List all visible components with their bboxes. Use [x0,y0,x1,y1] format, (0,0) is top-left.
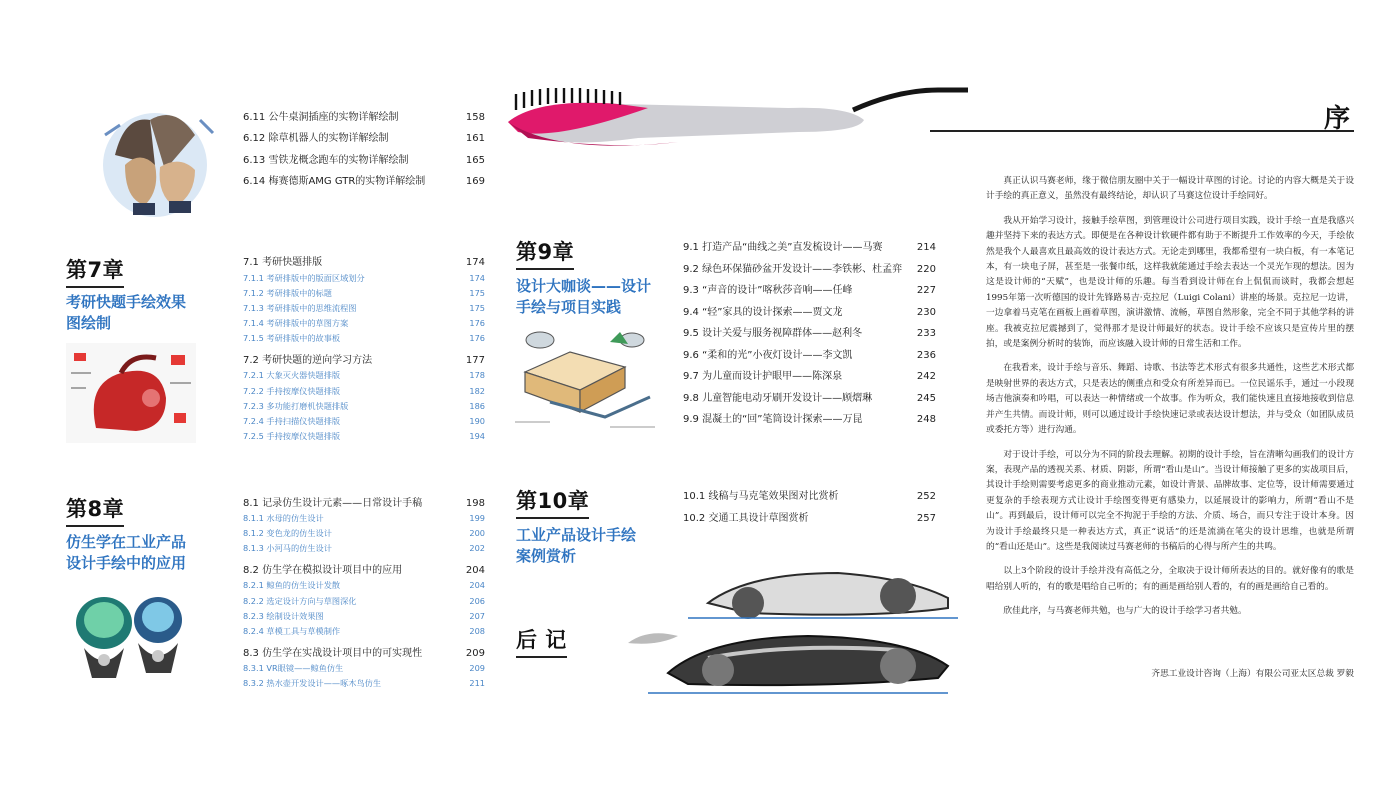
toc-subentry[interactable] [243,611,485,622]
toc-section[interactable] [243,351,485,366]
toc-entry[interactable] [683,260,936,275]
toc-section-label: 7.2 考研快题的逆向学习方法 [243,355,373,366]
toc-subentry-label: 8.2.2 选定设计方向与草图深化 [243,596,357,606]
toc-subentry-page: 200 [469,528,485,538]
jellyfish-sketch [66,588,191,688]
toc-subentry-page: 182 [469,386,485,396]
preface-paragraph: 以上3个阶段的设计手绘并没有高低之分，全取决于设计师所表达的目的。就好像有的歌是唱给别人听的，有的歌是唱给自己听的；有的画是画给别人看的，有的画是画给自己看的。 [986,566,1354,592]
toc-subentry-label: 8.3.1 VR眼镜——鲸鱼仿生 [243,663,344,673]
toc-subentry[interactable] [243,333,485,344]
preface-paragraph: 真正认识马赛老师，缘于微信朋友圈中关于一幅设计草图的讨论。讨论的内容大概是关于设计手绘的真正意义，虽然没有最终结论，却认识了马赛这位设计手绘同好。 [986,176,1354,202]
preface-paragraph: 欣佳此序，与马赛老师共勉，也与广大的设计手绘学习者共勉。 [1003,606,1247,617]
toc-subentry[interactable] [243,370,485,381]
toc-subentry-label: 8.2.3 绘制设计效果图 [243,611,324,621]
toc-entry-page: 242 [916,371,936,382]
chapter-8-title [66,532,186,574]
toc-section-label: 8.3 仿生学在实战设计项目中的可实现性 [243,648,423,659]
toc-entry-page: 257 [916,513,936,524]
toc-subentry-label: 8.2.1 鲸鱼的仿生设计发散 [243,580,341,590]
toc-entry-label: 6.11 公牛桌洞插座的实物详解绘制 [243,112,399,123]
toc-subentry[interactable] [243,416,485,427]
chapter-9-title-line2: 手绘与项目实践 [516,298,622,316]
toc-section-page: 174 [465,257,485,268]
chapter-10-heading: 第10章 [516,485,589,519]
toc-subentry[interactable] [243,528,485,539]
fire-extinguisher-sketch [66,343,196,443]
toc-subentry-label: 8.1.3 小河马的仿生设计 [243,543,332,553]
preface-rule [930,130,1354,132]
toc-section[interactable] [243,494,485,509]
chapter-7-title [66,292,186,334]
toc-subentry[interactable] [243,543,485,554]
toc-entry[interactable] [243,129,485,144]
toc-entry-label: 9.5 设计关爱与服务视障群体——赵利冬 [683,328,863,339]
toc-entry-label: 6.14 梅赛德斯AMG GTR的实物详解绘制 [243,176,426,187]
preface-paragraph: 我从开始学习设计，接触手绘草图，到管理设计公司进行项目实践，设计手绘一直是我感兴趣并坚持下来的表达方式。即便是在各种设计软硬件都有助于不断提升工作效率的今天，手绘依然是我个人最喜欢且最高效的设计表达方式。无论走到哪里，我都希望有一块白板，有一本笔记本，有一块电子屏，甚至是一张餐巾纸，这样我就能通过手绘去表达一个灵光乍现的想法。因为这是设计师的“天赋”，也是设计师的乐趣。每当看到设计师在台上侃侃而谈时，我都会想起1995年第一次听德国的设计先锋路易吉·克拉尼（Luigi Colani）讲座的场景。克拉尼一边讲，一边拿着马克笔在画板上画着草图，演讲激情、流畅，草图自然形象，完全不同于其他学科的讲座。我被克拉尼震撼到了，觉得那才是设计师最好的状态。设计手绘不应该只是宣传片里的摆拍，或是案例分析时的装饰，而应该融入设计师的日常生活和工作。 [986,215,1354,350]
toc-subentry-page: 178 [469,370,485,380]
toc-entry-page: 233 [916,328,936,339]
toc-subentry-label: 7.2.1 大象灭火器快题排版 [243,370,341,380]
toc-subentry-label: 8.1.1 水母的仿生设计 [243,513,324,523]
toc-entry-page: 236 [916,350,936,361]
preface-signature: 齐思工业设计咨询（上海）有限公司亚太区总裁 罗毅 [1151,669,1354,679]
chapter-8-heading: 第8章 [66,493,124,527]
chapter-7-title-line2: 图绘制 [66,314,112,332]
toc-entry[interactable] [683,367,936,382]
toc-subentry-page: 208 [469,626,485,636]
toc-section[interactable] [243,561,485,576]
toc-entry[interactable] [683,389,936,404]
toc-entry-label: 10.2 交通工具设计草图赏析 [683,513,809,524]
toc-subentry[interactable] [243,273,485,284]
toc-section-page: 177 [465,355,485,366]
chapter-8-title-line1: 仿生学在工业产品 [66,533,187,551]
toc-subentry-page: 176 [469,318,485,328]
afterword-heading[interactable]: 后 记 [516,624,567,658]
car-sketch [628,548,958,708]
toc-entry-label: 9.1 打造产品“曲线之美”直发梳设计——马赛 [683,242,883,253]
toc-entry[interactable] [243,172,485,187]
toc-entry[interactable] [683,324,936,339]
toc-entry[interactable] [243,151,485,166]
toc-section-label: 8.1 记录仿生设计元素——日常设计手稿 [243,498,423,509]
toc-subentry-page: 206 [469,596,485,606]
toc-subentry[interactable] [243,401,485,412]
toc-entry[interactable] [683,509,936,524]
toc-entry[interactable] [683,346,936,361]
chapter-7-heading: 第7章 [66,254,124,288]
toc-subentry-page: 175 [469,303,485,313]
toc-entry-page: 220 [916,264,936,275]
toc-subentry[interactable] [243,626,485,637]
toc-subentry-page: 176 [469,333,485,343]
toc-subentry-page: 190 [469,416,485,426]
toc-section-page: 209 [465,648,485,659]
toc-subentry-page: 207 [469,611,485,621]
toc-section-label: 7.1 考研快题排版 [243,257,323,268]
cat-litter-sketch [510,322,660,432]
toc-subentry[interactable] [243,288,485,299]
chapter-9-title-line1: 设计大咖谈——设计 [516,277,652,295]
toc-entry-page: 248 [916,414,936,425]
toc-subentry-label: 8.1.2 变色龙的仿生设计 [243,528,332,538]
toc-entry-page: 214 [916,242,936,253]
chapter-10-title [516,525,636,567]
toc-entry-page: 158 [465,112,485,123]
toc-subentry-label: 7.1.3 考研排版中的思维流程图 [243,303,357,313]
toc-section-page: 204 [465,565,485,576]
toc-entry-label: 9.4 “轻”家具的设计探索——贾文龙 [683,307,843,318]
toc-section[interactable] [243,644,485,659]
toc-subentry-page: 175 [469,288,485,298]
toc-subentry-page: 209 [469,663,485,673]
toc-entry-page: 161 [465,133,485,144]
toc-entry-label: 6.13 雪铁龙概念跑车的实物详解绘制 [243,155,409,166]
toc-subentry-page: 204 [469,580,485,590]
toc-subentry[interactable] [243,596,485,607]
toc-subentry-label: 7.1.4 考研排版中的草图方案 [243,318,349,328]
preface-paragraph: 在我看来，设计手绘与音乐、舞蹈、诗歌、书法等艺术形式有很多共通性，这些艺术形式都是映射世界的表达方式，只是表达的侧重点和受众有所差异而已。一位民谣乐手，通过一小段现场吉他演奏和吟唱，可以表达一种情绪或一个故事。作为听众，我们能快速且直接地接收到信息并产生共情。而设计师，则可以通过设计手绘快速记录或表达设计想法，并与受众（如团队成员或委托方等）进行沟通。 [986,363,1354,436]
toc-entry-label: 9.8 儿童智能电动牙刷开发设计——顾熠琳 [683,393,873,404]
preface-body [986,174,1354,629]
chapter-9-title [516,276,651,318]
toc-subentry[interactable] [243,386,485,397]
toc-entry[interactable] [243,108,485,123]
chapter-8-title-line2: 设计手绘中的应用 [66,554,187,572]
toc-subentry-label: 8.2.4 草模工具与草模制作 [243,626,341,636]
preface-title: 序 [1324,104,1351,134]
toc-entry-label: 9.2 绿色环保猫砂盆开发设计——李铁彬、杜孟弈 [683,264,903,275]
toc-section-page: 198 [465,498,485,509]
toc-entry[interactable] [683,487,936,502]
toc-entry-page: 245 [916,393,936,404]
chapter-7-title-line1: 考研快题手绘效果 [66,293,187,311]
toc-subentry-label: 7.2.3 多功能打磨机快题排版 [243,401,349,411]
toc-subentry[interactable] [243,678,485,689]
toc-entry-page: 252 [916,491,936,502]
toc-entry-page: 227 [916,285,936,296]
toc-subentry-page: 211 [469,678,485,688]
toc-subentry[interactable] [243,431,485,442]
toc-entry-label: 6.12 除草机器人的实物详解绘制 [243,133,389,144]
toc-entry-page: 230 [916,307,936,318]
toc-subentry-page: 186 [469,401,485,411]
toc-entry-label: 9.6 “柔和的光”小夜灯设计——李文凯 [683,350,853,361]
toc-subentry-label: 7.1.1 考研排版中的版面区域划分 [243,273,365,283]
toc-subentry-page: 199 [469,513,485,523]
hair-brush-photo [498,80,968,160]
toc-entry[interactable] [683,281,936,296]
toc-subentry-label: 7.1.5 考研排版中的故事板 [243,333,341,343]
toc-subentry-page: 202 [469,543,485,553]
toc-subentry[interactable] [243,580,485,591]
toc-subentry[interactable] [243,318,485,329]
toc-subentry-label: 7.2.4 手持扫描仪快题排版 [243,416,341,426]
toc-section-label: 8.2 仿生学在模拟设计项目中的应用 [243,565,403,576]
toc-subentry[interactable] [243,303,485,314]
toc-subentry-label: 7.2.2 手持按摩仪快题排版 [243,386,341,396]
toc-subentry-label: 7.1.2 考研排版中的标题 [243,288,332,298]
toc-subentry-page: 174 [469,273,485,283]
toc-subentry-label: 8.3.2 热水壶开发设计——啄木鸟仿生 [243,678,382,688]
hand-sketch-illustration [95,95,225,225]
preface-paragraph: 对于设计手绘，可以分为不同的阶段去理解。初期的设计手绘，旨在清晰勾画我们的设计方案，表现产品的透视关系、材质、阴影，所谓“看山是山”。当设计师接触了更多的实战项目后，其设计手绘则需要考虑更多的商业推动元素，如设计背景、品牌故事、定位等，设计师需要通过更复杂的手绘表现方式让设计手绘图变得更有感染力，以延展设计的影响力，所谓“看山不是山”。再到最后，设计师可以完全不拘泥于手绘的方法、介质、场合，而只专注于设计本身。因为设计手绘最终只是一种表达方式，真正“说话”的还是流淌在笔尖的设计思维，也就是所谓的“看山还是山”。这些是我阅读过马赛老师的书稿后的心得与所产生的共鸣。 [986,449,1354,552]
toc-entry-label: 9.7 为儿童而设计护眼甲——陈深泉 [683,371,843,382]
toc-entry-page: 169 [465,176,485,187]
toc-entry-label: 10.1 线稿与马克笔效果图对比赏析 [683,491,839,502]
toc-subentry-label: 7.2.5 手持按摩仪快题排版 [243,431,341,441]
toc-subentry[interactable] [243,663,485,674]
toc-entry-page: 165 [465,155,485,166]
toc-entry[interactable] [683,238,936,253]
toc-entry[interactable] [683,410,936,425]
toc-entry-label: 9.3 “声音的设计”喀秋莎音响——任峰 [683,285,853,296]
chapter-9-heading: 第9章 [516,236,574,270]
toc-subentry[interactable] [243,513,485,524]
chapter-10-title-line1: 工业产品设计手绘 [516,526,637,544]
toc-entry[interactable] [683,303,936,318]
toc-section[interactable] [243,253,485,268]
chapter-10-title-line2: 案例赏析 [516,547,577,565]
toc-subentry-page: 194 [469,431,485,441]
toc-entry-label: 9.9 混凝土的“回”笔筒设计探索——万昆 [683,414,863,425]
